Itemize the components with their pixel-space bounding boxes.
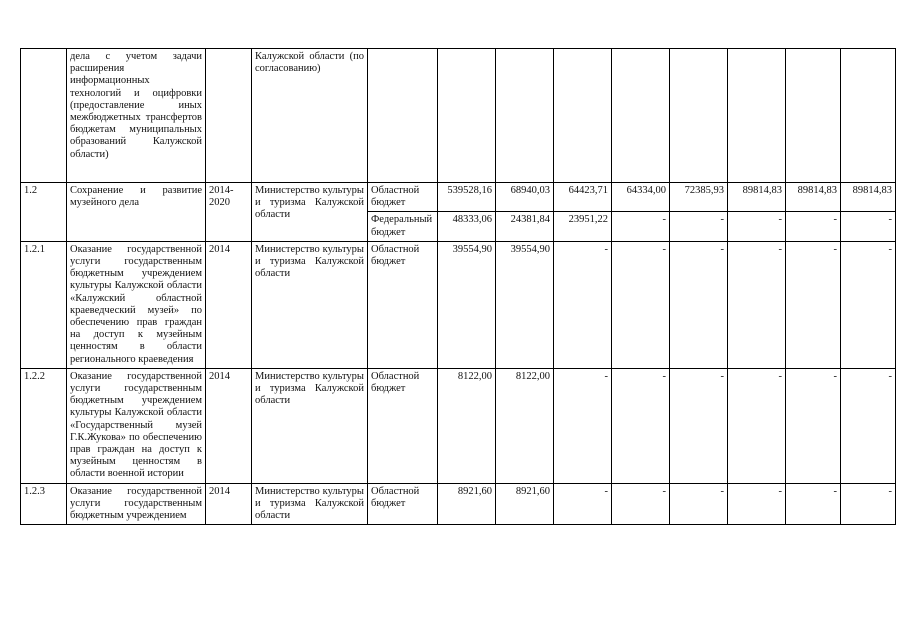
executor: Министерство культуры и туризма Калужской области	[252, 483, 368, 525]
amount-cell: -	[786, 241, 841, 368]
row-number: 1.2	[21, 183, 67, 242]
amount-cell: -	[612, 212, 670, 241]
executor: Министерство культуры и туризма Калужской области	[252, 368, 368, 483]
funding-source: Областной бюджет	[368, 368, 438, 483]
amount-cell: 539528,16	[438, 183, 496, 212]
amount-cell: 48333,06	[438, 212, 496, 241]
executor: Министерство культуры и туризма Калужской области	[252, 241, 368, 368]
period: 2014	[206, 483, 252, 525]
amount-cell: 39554,90	[438, 241, 496, 368]
amount-cell: 89814,83	[728, 183, 786, 212]
amount-cell: -	[728, 483, 786, 525]
amount-cell: -	[786, 368, 841, 483]
amount-cell: -	[612, 368, 670, 483]
amount-cell: 89814,83	[786, 183, 841, 212]
amount-cell: 8921,60	[496, 483, 554, 525]
funding-source: Областной бюджет	[368, 183, 438, 212]
amount-cell: -	[786, 212, 841, 241]
measure-name: Сохранение и развитие музейного дела	[67, 183, 206, 242]
amount-cell: -	[612, 483, 670, 525]
period: 2014-2020	[206, 183, 252, 242]
measure-name: Оказание государственной услуги государственным бюджетным учреждением	[67, 483, 206, 525]
amount-cell: 24381,84	[496, 212, 554, 241]
amount-cell: -	[841, 212, 896, 241]
amount-cell: -	[612, 241, 670, 368]
amount-cell: 8921,60	[438, 483, 496, 525]
period	[206, 49, 252, 183]
amount-cell: -	[554, 241, 612, 368]
amount-cell: -	[670, 212, 728, 241]
amount-cell: 8122,00	[438, 368, 496, 483]
amount-cell: -	[554, 368, 612, 483]
amount-cell: 8122,00	[496, 368, 554, 483]
measure-name: Оказание государственной услуги государственным бюджетным учреждением культуры Калужской области «Государственный музей Г.К.Жукова» по обеспечению прав граждан на доступ к музейным ценностям в области военной истории	[67, 368, 206, 483]
amount-cell: 68940,03	[496, 183, 554, 212]
period: 2014	[206, 368, 252, 483]
funding-source: Федеральный бюджет	[368, 212, 438, 241]
amount-cell: -	[841, 368, 896, 483]
row-number: 1.2.1	[21, 241, 67, 368]
table-row	[21, 368, 896, 483]
executor: Министерство культуры и туризма Калужской области	[252, 183, 368, 242]
amount-cell: -	[670, 483, 728, 525]
amount-cell: -	[786, 483, 841, 525]
amount-cell: -	[841, 241, 896, 368]
measure-name: дела с учетом задачи расширения информационных технологий и оцифровки (предоставление иных межбюджетных трансфертов бюджетам муниципальных образований Калужской области)	[67, 49, 206, 183]
table-row	[21, 183, 896, 212]
amount-cell: -	[728, 212, 786, 241]
row-number	[21, 49, 67, 183]
amount-cell: -	[670, 368, 728, 483]
row-number: 1.2.2	[21, 368, 67, 483]
amount-cell: 23951,22	[554, 212, 612, 241]
amount-cell: 64334,00	[612, 183, 670, 212]
amount-cell: -	[728, 241, 786, 368]
budget-table	[20, 48, 896, 525]
table-row	[21, 49, 896, 183]
amount-cell: -	[841, 483, 896, 525]
amount-cell: 39554,90	[496, 241, 554, 368]
table-row	[21, 241, 896, 368]
amount-cell: -	[670, 241, 728, 368]
funding-source: Областной бюджет	[368, 483, 438, 525]
amount-cell: 89814,83	[841, 183, 896, 212]
period: 2014	[206, 241, 252, 368]
amount-cell: 64423,71	[554, 183, 612, 212]
funding-source: Областной бюджет	[368, 241, 438, 368]
executor: Калужской области (по согласованию)	[252, 49, 368, 183]
table-row	[21, 483, 896, 525]
row-number: 1.2.3	[21, 483, 67, 525]
amount-cell: -	[554, 483, 612, 525]
amount-cell: 72385,93	[670, 183, 728, 212]
amount-cell: -	[728, 368, 786, 483]
measure-name: Оказание государственной услуги государственным бюджетным учреждением культуры Калужской области «Калужский областной краеведческий музей» по обеспечению прав граждан на доступ к музейным ценностям в области регионального краеведения	[67, 241, 206, 368]
